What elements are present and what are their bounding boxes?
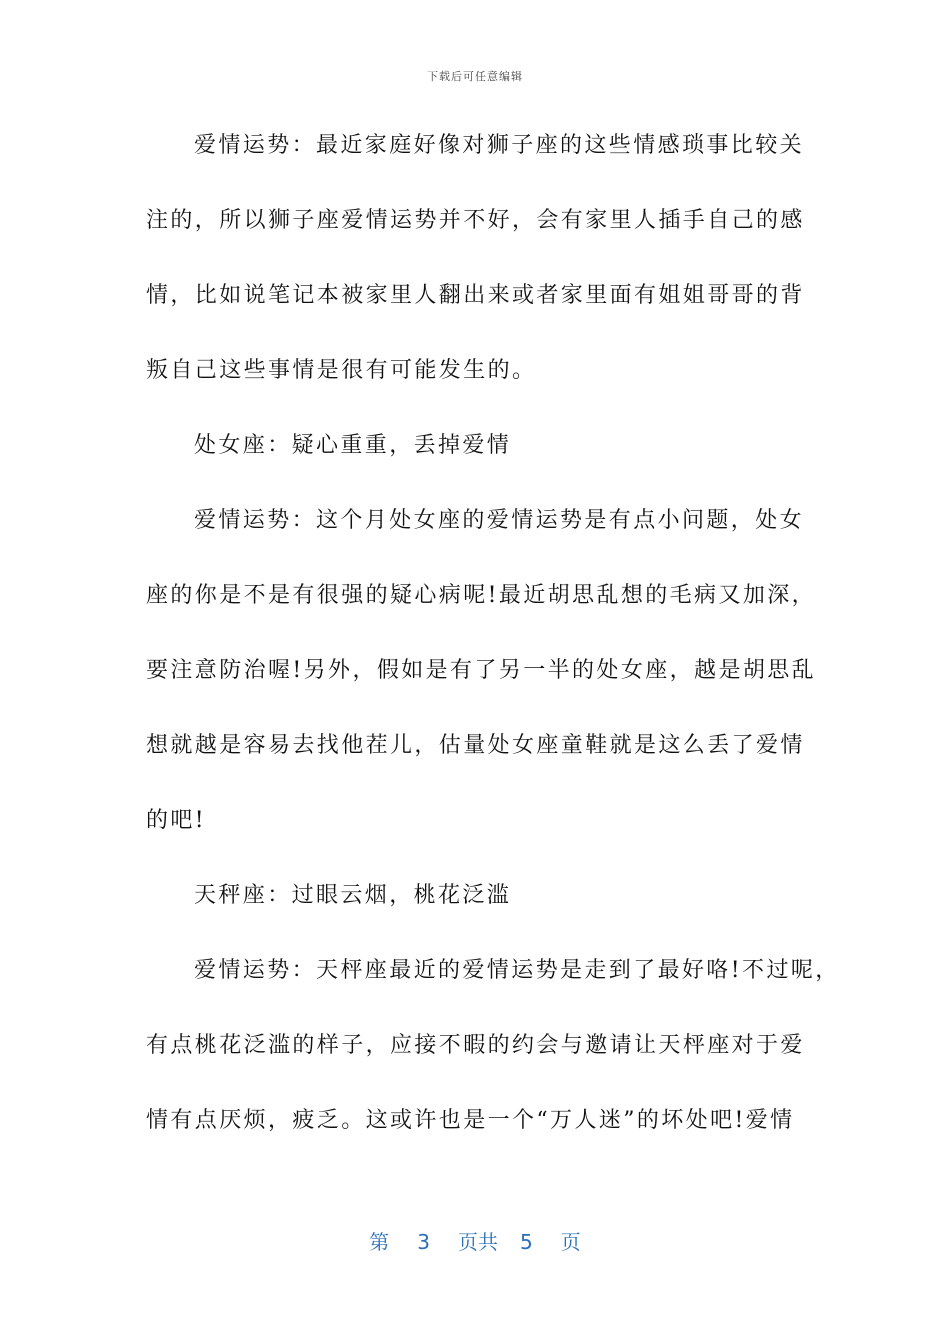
current-page-number: 3 [417,1230,430,1254]
section-heading: 处女座：疑心重重，丢掉爱情 [194,433,512,458]
paragraph-line: 有点桃花泛滥的样子，应接不暇的约会与邀请让天枰座对于爱 [146,1033,805,1058]
page-label-prefix: 第 [369,1230,390,1254]
paragraph-line: 座的你是不是有很强的疑心病呢!最近胡思乱想的毛病又加深， [146,583,817,608]
paragraph-line: 注的，所以狮子座爱情运势并不好，会有家里人插手自己的感 [146,208,805,233]
page-label-suffix: 页 [560,1230,581,1254]
page-header: 下载后可任意编辑 [427,70,523,83]
paragraph-line: 叛自己这些事情是很有可能发生的。 [146,358,537,383]
total-pages-number: 5 [520,1230,533,1254]
paragraph-line: 爱情运势：天枰座最近的爱情运势是走到了最好咯!不过呢， [194,958,840,983]
paragraph-line: 情，比如说笔记本被家里人翻出来或者家里面有姐姐哥哥的背 [146,283,805,308]
page-label-middle: 页共 [458,1230,498,1254]
page-footer [0,1226,950,1255]
paragraph-line: 想就越是容易去找他茬儿，估量处女座童鞋就是这么丢了爱情 [146,733,805,758]
paragraph-line: 爱情运势：最近家庭好像对狮子座的这些情感琐事比较关 [194,133,805,158]
paragraph-line: 情有点厌烦，疲乏。这或许也是一个“万人迷”的坏处吧!爱情 [146,1108,795,1133]
paragraph-line: 爱情运势：这个月处女座的爱情运势是有点小问题，处女 [194,508,805,533]
document-body [146,118,840,1168]
paragraph-line: 的吧! [146,808,207,833]
paragraph-line: 要注意防治喔!另外，假如是有了另一半的处女座，越是胡思乱 [146,658,817,683]
section-heading: 天秤座：过眼云烟，桃花泛滥 [194,883,512,908]
